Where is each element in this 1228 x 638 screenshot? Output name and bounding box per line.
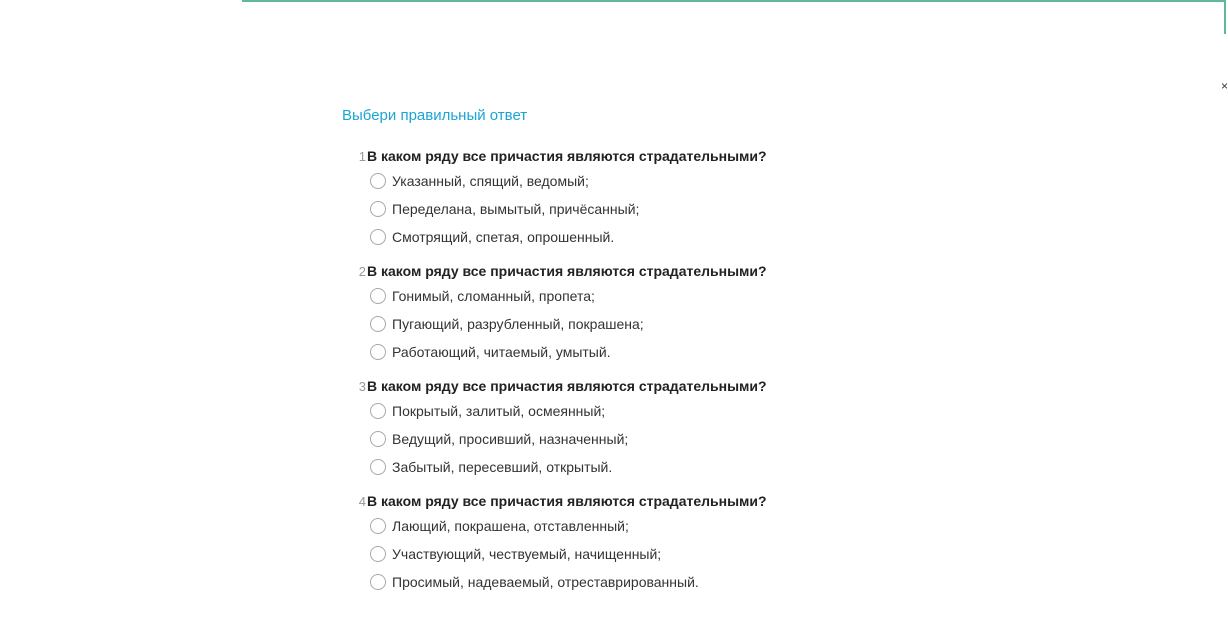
radio-button[interactable] — [370, 403, 386, 419]
answer-label[interactable]: Указанный, спящий, ведомый; — [392, 173, 589, 189]
answer-option[interactable] — [370, 167, 1042, 195]
answer-option[interactable] — [370, 453, 1042, 481]
answer-options — [342, 282, 1042, 366]
question-header — [342, 260, 1042, 282]
answer-option[interactable] — [370, 397, 1042, 425]
radio-button[interactable] — [370, 431, 386, 447]
answer-option[interactable] — [370, 425, 1042, 453]
answer-options — [342, 167, 1042, 251]
answer-option[interactable] — [370, 223, 1042, 251]
answer-option[interactable] — [370, 310, 1042, 338]
question-header — [342, 490, 1042, 512]
answer-label[interactable]: Пугающий, разрубленный, покрашена; — [392, 316, 644, 332]
answer-option[interactable] — [370, 568, 1042, 596]
question-text: В каком ряду все причастия являются страдательными? — [367, 148, 767, 164]
question-number: 1 — [358, 149, 366, 164]
question-text: В каком ряду все причастия являются страдательными? — [367, 493, 767, 509]
question-1 — [342, 145, 1042, 251]
question-header — [342, 145, 1042, 167]
question-number: 3 — [358, 379, 366, 394]
question-4 — [342, 490, 1042, 596]
answer-options — [342, 397, 1042, 481]
radio-button[interactable] — [370, 459, 386, 475]
answer-label[interactable]: Переделана, вымытый, причёсанный; — [392, 201, 640, 217]
question-text: В каком ряду все причастия являются страдательными? — [367, 378, 767, 394]
answer-option[interactable] — [370, 540, 1042, 568]
answer-option[interactable] — [370, 195, 1042, 223]
radio-button[interactable] — [370, 316, 386, 332]
answer-options — [342, 512, 1042, 596]
radio-button[interactable] — [370, 229, 386, 245]
question-2 — [342, 260, 1042, 366]
radio-button[interactable] — [370, 201, 386, 217]
question-3 — [342, 375, 1042, 481]
top-border-line — [242, 0, 1226, 2]
right-border-line — [1224, 0, 1226, 34]
answer-label[interactable]: Ведущий, просивший, назначенный; — [392, 431, 629, 447]
test-instruction: Выбери правильный ответ — [342, 107, 528, 124]
answer-option[interactable] — [370, 282, 1042, 310]
radio-button[interactable] — [370, 574, 386, 590]
answer-label[interactable]: Участвующий, чествуемый, начищенный; — [392, 546, 662, 562]
question-text: В каком ряду все причастия являются страдательными? — [367, 263, 767, 279]
test-content — [342, 104, 1042, 605]
answer-label[interactable]: Смотрящий, спетая, опрошенный. — [392, 229, 615, 245]
radio-button[interactable] — [370, 546, 386, 562]
answer-label[interactable]: Покрытый, залитый, осмеянный; — [392, 403, 606, 419]
answer-option[interactable] — [370, 512, 1042, 540]
answer-label[interactable]: Просимый, надеваемый, отреставрированный. — [392, 574, 699, 590]
answer-label[interactable]: Лающий, покрашена, отставленный; — [392, 518, 629, 534]
answer-label[interactable]: Гонимый, сломанный, пропета; — [392, 288, 595, 304]
question-number: 2 — [358, 264, 366, 279]
radio-button[interactable] — [370, 173, 386, 189]
question-header — [342, 375, 1042, 397]
answer-label[interactable]: Забытый, пересевший, открытый. — [392, 459, 613, 475]
question-number: 4 — [358, 494, 366, 509]
close-icon[interactable]: × — [1221, 79, 1228, 93]
radio-button[interactable] — [370, 344, 386, 360]
radio-button[interactable] — [370, 518, 386, 534]
answer-option[interactable] — [370, 338, 1042, 366]
answer-label[interactable]: Работающий, читаемый, умытый. — [392, 344, 611, 360]
radio-button[interactable] — [370, 288, 386, 304]
